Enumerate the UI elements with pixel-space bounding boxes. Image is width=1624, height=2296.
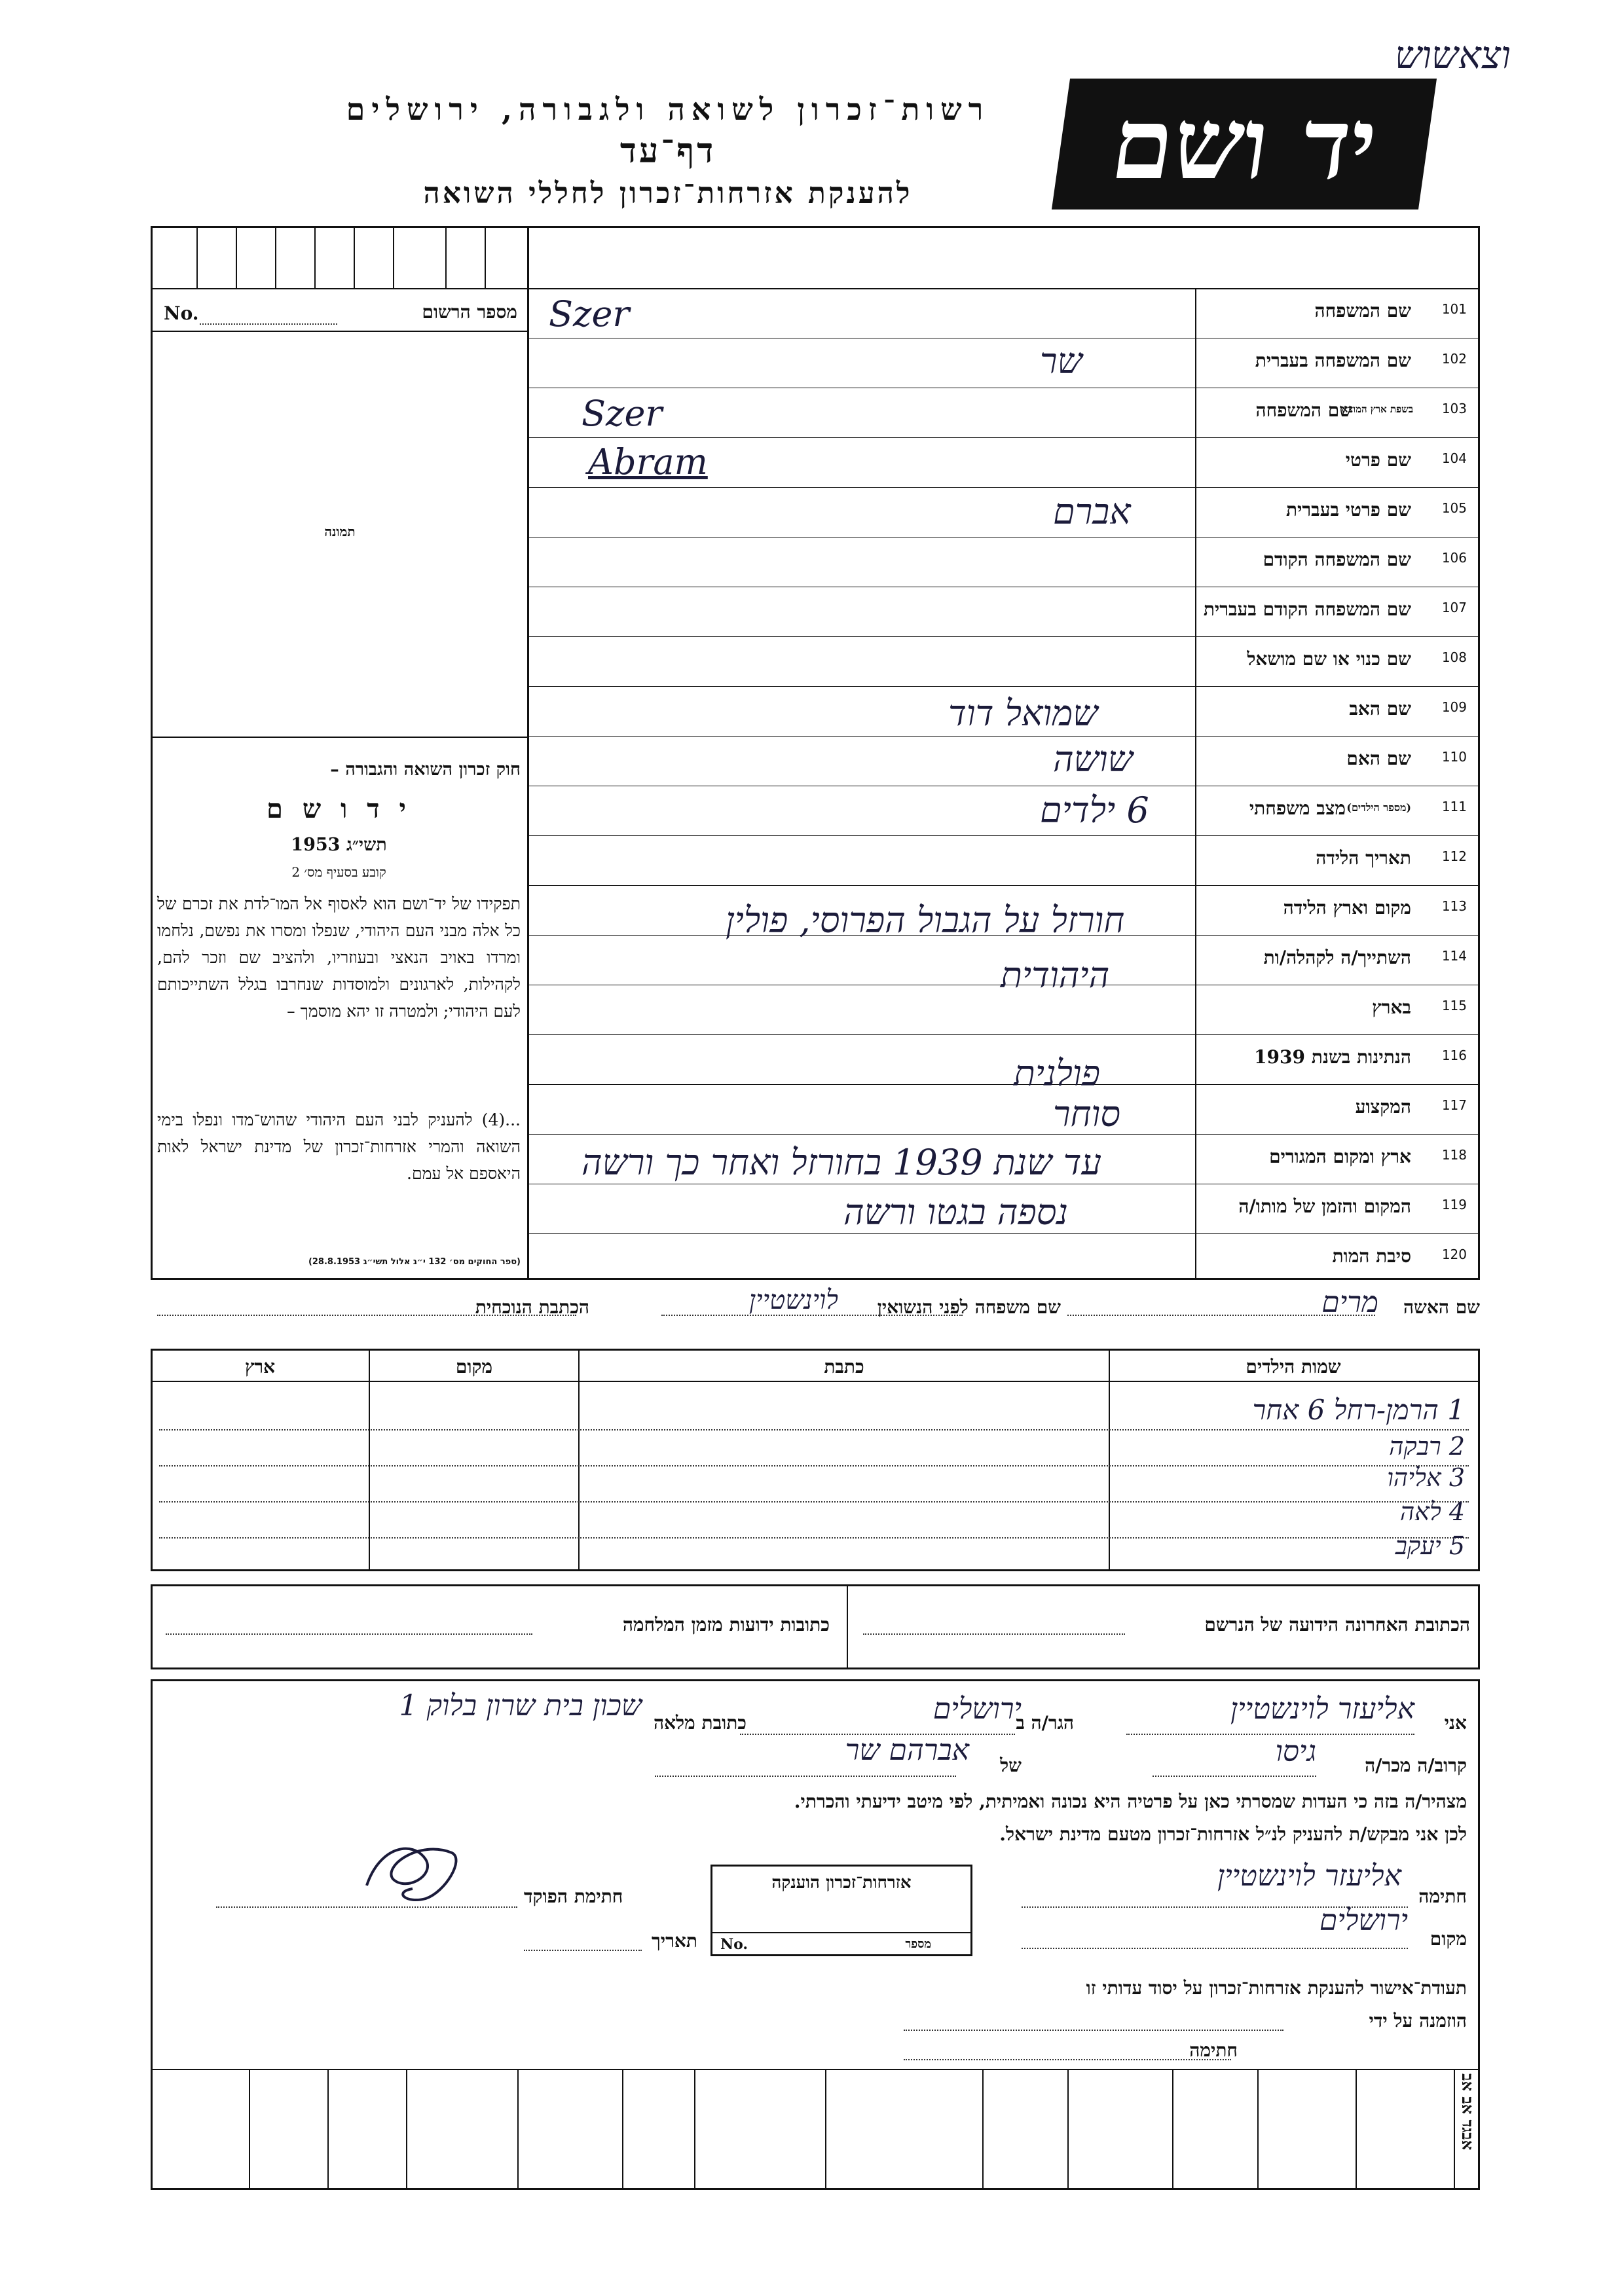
field-label: תאריך הלידה [1316, 847, 1411, 869]
bottom-grid [151, 2069, 1480, 2188]
field-label: שם פרטי [1345, 449, 1411, 471]
officer-signature-label: חתימת הפוקד [524, 1886, 623, 1907]
field-row-107[interactable] [529, 587, 1480, 637]
photo-label: תמונה [324, 524, 356, 539]
field-value: חורזל על הגבול הפרוסי, פולין [726, 900, 1125, 941]
field-value: 6 ילדים [1040, 790, 1149, 831]
field-value: פולנית [1014, 1053, 1101, 1094]
field-row-113[interactable] [529, 885, 1480, 941]
field-label: שם המשפחה [1314, 300, 1411, 321]
certificate-signature-label: חתימה [1189, 2039, 1238, 2061]
full-address-label: כתובת מלאה [653, 1712, 747, 1734]
field-value: נספה בגטו ורשה [843, 1192, 1069, 1233]
maiden-value: לוינשטיין [748, 1285, 838, 1315]
field-label: שם כנוי או שם מושאל [1247, 648, 1411, 670]
field-row-101[interactable] [529, 288, 1480, 338]
current-address-label: הכתבת הנוכחית [475, 1296, 589, 1318]
field-row-108[interactable] [529, 636, 1480, 687]
field-row-106[interactable] [529, 537, 1480, 587]
corner-note: וצאשוש [1395, 33, 1511, 77]
field-label: שם המשפחה הקודם בעברית [1203, 598, 1411, 620]
field-row-105[interactable] [529, 487, 1480, 538]
law-title: חוק זכרון השואה והגבורה – [330, 759, 521, 780]
relative-label: קרוב/ה מכר/ה [1365, 1755, 1467, 1776]
field-label: ארץ ומקום המגורים [1269, 1146, 1411, 1167]
field-label: סיבת המות [1332, 1245, 1411, 1267]
field-row-118[interactable] [529, 1134, 1480, 1184]
certificate-line-2: הוזמנה על ידי [1369, 2010, 1467, 2032]
place-value: ירושלים [1319, 1904, 1408, 1937]
col-header-address: כתבת [824, 1356, 864, 1377]
field-label: המקצוע [1355, 1096, 1411, 1118]
field-row-119[interactable] [529, 1184, 1480, 1234]
fields-area [529, 288, 1480, 1280]
field-number: 111 [1441, 799, 1467, 814]
registry-label: מספר הרשום [422, 301, 517, 323]
field-row-109[interactable] [529, 686, 1480, 737]
field-row-102[interactable] [529, 338, 1480, 388]
field-value: Szer [549, 293, 630, 335]
field-row-112[interactable] [529, 835, 1480, 886]
field-sublabel: בשפת ארץ המוצא [1341, 403, 1413, 415]
law-source: (ספר החוקים מס׳ 132 י״ג אלול תשי״ג 28.8.1953) [308, 1257, 521, 1267]
last-address-label: הכתובת האחרונה הידועה של הנרשם [1204, 1614, 1470, 1635]
field-number: 120 [1441, 1247, 1467, 1262]
field-label: שם המשפחה הקודם [1263, 549, 1411, 570]
child-row: 1 הרמן-רחל 6 אחר [1252, 1394, 1465, 1426]
field-number: 110 [1441, 749, 1467, 765]
child-row: 5 יעקב [1395, 1531, 1465, 1560]
field-value: שמואל דוד [948, 693, 1098, 734]
field-label: מקום וארץ הלידה [1283, 897, 1411, 919]
field-row-117[interactable] [529, 1084, 1480, 1135]
field-row-110[interactable] [529, 736, 1480, 786]
field-number: 103 [1441, 401, 1467, 416]
authority-title: רשות־זכרון לשואה ולגבורה, ירושלים [346, 92, 990, 127]
wife-value: מרים [1321, 1286, 1378, 1319]
field-label: הנתינות בשנת 1939 [1254, 1046, 1411, 1068]
yad-vashem-logo: יד ושם [1052, 79, 1437, 210]
field-label: שם המשפחה בעברית [1255, 350, 1411, 371]
field-value: שר [1040, 340, 1082, 382]
edge-code: אבגד אב אב [1458, 2073, 1477, 2151]
certificate-line-1: תעודת־אישור להענקת אזרחות־זכרון על יסוד עדותי זו [1086, 1977, 1467, 1999]
declarant-i-label: אני [1444, 1712, 1467, 1734]
field-value: סוחר [1053, 1093, 1121, 1135]
declaration-line-1: מצהיר/ה בזה כי העדות שמסרתי כאן על פרטיה היא נכונה ואמיתית, לפי מיטב ידיעתי והכרתי. [794, 1791, 1467, 1812]
field-number: 117 [1441, 1097, 1467, 1113]
form-title: דף־עד [619, 131, 716, 171]
full-address-value: שכון בית שרון בלוק 1 [399, 1689, 642, 1722]
field-value: אברם [1053, 491, 1131, 532]
col-header-place: מקום [455, 1356, 493, 1377]
col-header-country: ארץ [244, 1356, 276, 1377]
war-address-label: כתובות ידועות מזמן המלחמה [622, 1614, 830, 1635]
field-number: 101 [1441, 301, 1467, 317]
stamp-number-label: מספר [905, 1937, 931, 1951]
field-value: Szer [581, 393, 663, 434]
child-row: 3 אליהו [1387, 1463, 1465, 1492]
field-number: 102 [1441, 351, 1467, 367]
citizenship-stamp-box [710, 1865, 972, 1956]
field-number: 112 [1441, 848, 1467, 864]
field-number: 109 [1441, 699, 1467, 715]
date-label: תאריך [652, 1930, 697, 1952]
field-label: השתייך/ה לקהלה/ות [1263, 947, 1411, 968]
declaration-line-2: לכן אני מבקש/ת להעניק לנ״ל אזרחות־זכרון מטעם מדינת ישראל. [999, 1823, 1467, 1845]
form-subtitle: להענקת אזרחות־זכרון לחללי השואה [423, 177, 913, 210]
declarant-name: אליעזר לוינשטיין [1230, 1692, 1414, 1726]
registry-no: No. [164, 302, 199, 324]
field-number: 115 [1441, 998, 1467, 1013]
declarant-signature: אליעזר לוינשטיין [1217, 1859, 1401, 1893]
field-label: שם האב [1349, 698, 1411, 720]
field-number: 106 [1441, 550, 1467, 566]
wife-row[interactable] [151, 1283, 1480, 1329]
maiden-label: שם משפחה לפני הנשואין [877, 1296, 1061, 1318]
officer-signature-scribble [354, 1827, 471, 1918]
field-row-104[interactable] [529, 437, 1480, 488]
field-row-120[interactable] [529, 1233, 1480, 1280]
of-value: אברהם שר [845, 1734, 969, 1767]
law-text-2: ...(4) להעניק לבני העם היהודי שהוש־מדו ונפלו בימי השואה והמרי אזרחות־זכרון של מדינת ישראל לאות היאספם אל עמם. [157, 1110, 521, 1183]
field-value: שושה [1053, 738, 1133, 780]
field-number: 104 [1441, 450, 1467, 466]
residing-value: ירושלים [932, 1692, 1022, 1726]
field-label: שם פרטי בעברית [1285, 499, 1411, 520]
field-sublabel: (מספר הילדים) [1346, 801, 1411, 814]
relative-value: גיסו [1275, 1735, 1316, 1768]
field-label: שם המשפחה [1255, 399, 1352, 421]
field-number: 116 [1441, 1048, 1467, 1063]
child-row: 4 לאה [1399, 1497, 1465, 1526]
field-value: עד שנת 1939 בחורזל ואחר כך ורשה [581, 1142, 1102, 1183]
stamp-no: No. [720, 1936, 748, 1953]
field-row-103[interactable] [529, 388, 1480, 438]
wife-label: שם האשה [1403, 1296, 1480, 1318]
law-clause: קובע בסעיף מס׳ 2 [291, 864, 386, 880]
field-row-111[interactable] [529, 786, 1480, 836]
of-label: של [1000, 1755, 1022, 1776]
field-value: Abram [588, 441, 708, 483]
field-label: מצב משפחתי [1249, 797, 1346, 819]
field-number: 105 [1441, 500, 1467, 516]
field-number: 107 [1441, 600, 1467, 615]
residing-label: הגר/ה ב [1016, 1712, 1074, 1734]
stamp-title: אזרחות־זכרון הוענקה [771, 1873, 912, 1893]
law-name: י ד ו ש ם [267, 793, 411, 824]
field-number: 108 [1441, 649, 1467, 665]
field-label: בארץ [1372, 996, 1411, 1018]
field-number: 119 [1441, 1197, 1467, 1212]
col-header-children: שמות הילדים [1246, 1356, 1341, 1377]
field-row-116[interactable] [529, 1034, 1480, 1094]
signature-label: חתימה [1418, 1886, 1467, 1907]
law-year: תשי״ג 1953 [291, 835, 387, 855]
field-number: 113 [1441, 898, 1467, 914]
field-value: היהודית [1001, 955, 1110, 996]
children-table [151, 1349, 1480, 1571]
field-number: 114 [1441, 948, 1467, 964]
place-label: מקום [1430, 1928, 1467, 1950]
field-number: 118 [1441, 1147, 1467, 1163]
field-label: המקום והזמן של מותו/ה [1238, 1195, 1411, 1217]
field-row-115[interactable] [529, 985, 1480, 1035]
child-row: 2 רבקה [1389, 1432, 1465, 1461]
law-text: תפקידו של יד־ושם הוא לאסוף אל המו־לדת את זכרם של כל אלה מבני העם היהודי, שנפלו ומסרו את נפשם, נלחמו ומרדו באויב הנאצי ובעוזריו, ולהציב שם וזכר להם, לקהילות, לארגונים ולמוסדות שנחרבו בגלל השתייכותם לעם היהודי; ולמטרה זו יהא מוסמך – [157, 894, 521, 1021]
field-row-114[interactable] [529, 935, 1480, 996]
addresses-box [151, 1584, 1480, 1669]
field-label: שם האם [1346, 748, 1411, 769]
